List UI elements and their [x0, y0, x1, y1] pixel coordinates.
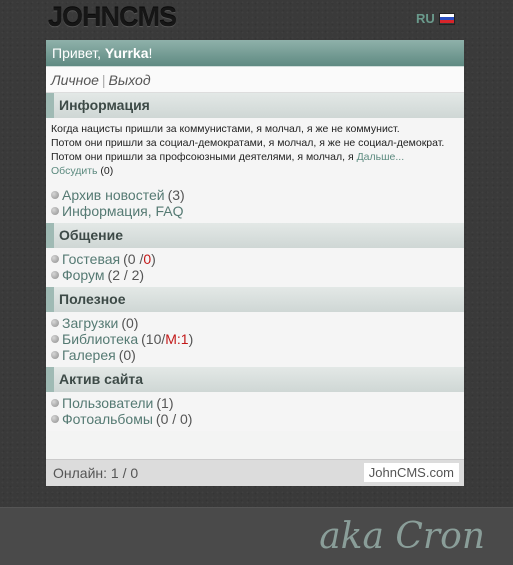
menu-separator: |: [101, 72, 106, 88]
bullet-icon: [51, 335, 59, 343]
language-code[interactable]: RU: [416, 11, 435, 26]
panel-footer: [46, 459, 464, 486]
list-item-users: Пользователи (1): [51, 395, 459, 411]
downloads-link[interactable]: Загрузки: [62, 315, 119, 331]
list-item-forum: Форум (2 / 2): [51, 267, 459, 283]
bullet-icon: [51, 255, 59, 263]
signature-text: aka Cron: [319, 516, 485, 557]
forum-link[interactable]: Форум: [62, 267, 105, 283]
section-header-communication: Общение: [46, 223, 464, 248]
activity-list: [46, 392, 464, 431]
guestbook-link[interactable]: Гостевая: [62, 251, 121, 267]
list-item-photo-albums: Фотоальбомы (0 / 0): [51, 411, 459, 427]
list-item-guestbook: Гостевая (0 / 0 ): [51, 251, 459, 267]
personal-link[interactable]: Личное: [51, 72, 99, 88]
list-item-gallery: Галерея (0): [51, 347, 459, 363]
russia-flag-icon[interactable]: [439, 13, 455, 25]
users-link[interactable]: Пользователи: [62, 395, 154, 411]
library-moderation-count[interactable]: М:1: [165, 331, 189, 347]
read-more-link[interactable]: Дальше...: [356, 151, 405, 163]
bullet-icon: [51, 319, 59, 327]
section-header-info: Информация: [46, 93, 464, 118]
greeting-prefix: Привет,: [52, 45, 105, 61]
bullet-icon: [51, 191, 59, 199]
gallery-link[interactable]: Галерея: [62, 347, 116, 363]
user-menu: [46, 67, 464, 93]
news-archive-link[interactable]: Архив новостей: [62, 187, 165, 203]
section-header-useful: Полезное: [46, 287, 464, 312]
bullet-icon: [51, 207, 59, 215]
bullet-icon: [51, 399, 59, 407]
new-guestbook-count: 0: [143, 251, 152, 267]
discuss-link[interactable]: Обсудить: [51, 165, 98, 177]
list-item-library: Библиотека (10/ М:1 ): [51, 331, 459, 347]
news-text-line: Потом они пришли за профсоюзными деятелями, я молчал, я Дальше...: [51, 151, 405, 163]
logout-link[interactable]: Выход: [108, 72, 151, 88]
news-text-line: Когда нацисты пришли за коммунистами, я молчал, я же не коммунист.: [51, 123, 400, 135]
main-panel: [46, 40, 464, 486]
bullet-icon: [51, 271, 59, 279]
news-block: [46, 118, 464, 184]
info-list: [46, 184, 464, 223]
list-item-faq: [51, 203, 459, 219]
greeting-bar: [46, 40, 464, 67]
online-counter[interactable]: Онлайн: 1 / 0: [53, 465, 139, 481]
communication-list: [46, 248, 464, 287]
site-logo[interactable]: JOHNCMS: [48, 2, 177, 32]
list-item-downloads: Загрузки (0): [51, 315, 459, 331]
useful-list: [46, 312, 464, 367]
discuss-row: [51, 164, 459, 178]
copyright-link[interactable]: JohnCMS.com: [364, 463, 459, 482]
news-text-line: Потом они пришли за социал-демократами, я молчал, я же не социал-демократ.: [51, 137, 445, 149]
faq-link[interactable]: Информация, FAQ: [62, 203, 184, 219]
header: [0, 0, 513, 40]
bullet-icon: [51, 351, 59, 359]
list-item-news-archive: Архив новостей (3): [51, 187, 459, 203]
bullet-icon: [51, 415, 59, 423]
username: Yurrka: [104, 45, 149, 61]
library-link[interactable]: Библиотека: [62, 331, 139, 347]
photo-albums-link[interactable]: Фотоальбомы: [62, 411, 153, 427]
bottom-band: [0, 507, 513, 565]
discuss-count: (0): [100, 165, 114, 177]
language-switcher[interactable]: [416, 11, 455, 26]
section-header-activity: Актив сайта: [46, 367, 464, 392]
greeting-suffix: !: [148, 45, 153, 61]
